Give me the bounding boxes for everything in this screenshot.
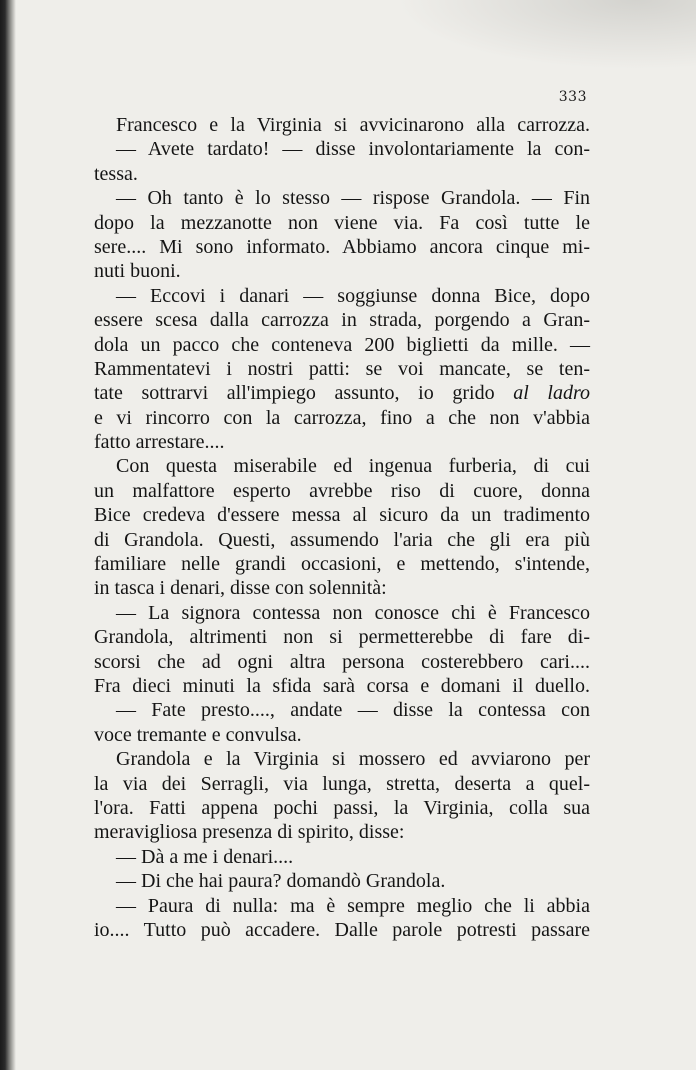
text-line: dopo la mezzanotte non viene via. Fa così tutte le xyxy=(94,211,590,234)
paper-stain xyxy=(396,0,696,70)
text-line: — Avete tardato! — disse involontariamente la con- xyxy=(116,138,590,161)
italic-phrase: al ladro xyxy=(513,382,591,405)
text-line: tessa. xyxy=(94,162,138,185)
text-line: io.... Tutto può accadere. Dalle parole potresti passare xyxy=(94,918,590,941)
text-line: la via dei Serragli, via lunga, stretta, deserta a quel- xyxy=(94,772,590,795)
text-line: e vi rincorro con la carrozza, fino a che non v'abbia xyxy=(94,406,590,429)
text-line: Francesco e la Virginia si avvicinarono alla carrozza. xyxy=(116,114,590,136)
text-line: sere.... Mi sono informato. Abbiamo ancora cinque mi- xyxy=(94,235,590,258)
page-number: 333 xyxy=(558,89,587,105)
text-line: scorsi che ad ogni altra persona costerebbero cari.... xyxy=(94,650,590,673)
text-line: voce tremante e convulsa. xyxy=(94,723,302,746)
text-line: fatto arrestare.... xyxy=(94,431,225,454)
text-line: — Di che hai paura? domandò Grandola. xyxy=(116,870,446,893)
text-line: Rammentatevi i nostri patti: se voi mancate, se ten- xyxy=(94,357,590,380)
text-line: in tasca i denari, disse con solennità: xyxy=(94,577,387,600)
text-line: essere scesa dalla carrozza in strada, porgendo a Gran- xyxy=(94,309,590,332)
text-line: nuti buoni. xyxy=(94,260,181,283)
text-line: dola un pacco che conteneva 200 biglietti da mille. — xyxy=(94,333,590,356)
text-line: — Dà a me i denari.... xyxy=(116,845,294,868)
text-line: tate sottrarvi all'impiego assunto, io grido al ladro xyxy=(94,382,591,405)
text-line: Grandola, altrimenti non si permetterebbe di fare di- xyxy=(94,626,590,649)
text-line: — La signora contessa non conosce chi è Francesco xyxy=(116,601,590,624)
text-line: Grandola e la Virginia si mossero ed avviarono per xyxy=(116,748,590,771)
text-line: — Fate presto...., andate — disse la contessa con xyxy=(116,699,590,722)
body-text xyxy=(94,113,590,942)
text-line: — Paura di nulla: ma è sempre meglio che li abbia xyxy=(116,894,590,917)
text-line: Fra dieci minuti la sfida sarà corsa e domani il duello. xyxy=(94,674,590,697)
text-line: meravigliosa presenza di spirito, disse: xyxy=(94,821,405,844)
text-line: un malfattore esperto avrebbe riso di cuore, donna xyxy=(94,479,590,502)
text-line: — Oh tanto è lo stesso — rispose Grandola. — Fin xyxy=(116,187,590,210)
text-line: Bice credeva d'essere messa al sicuro da un tradimento xyxy=(94,504,590,527)
text-line: familiare nelle grandi occasioni, e mettendo, s'intende, xyxy=(94,553,590,576)
page-gutter-shadow xyxy=(0,0,16,1070)
text-line: Con questa miserabile ed ingenua furberia, di cui xyxy=(116,455,590,478)
text-line: di Grandola. Questi, assumendo l'aria che gli era più xyxy=(94,528,590,551)
text-line: l'ora. Fatti appena pochi passi, la Virginia, colla sua xyxy=(94,796,590,819)
text-line: — Eccovi i danari — soggiunse donna Bice, dopo xyxy=(116,284,590,307)
